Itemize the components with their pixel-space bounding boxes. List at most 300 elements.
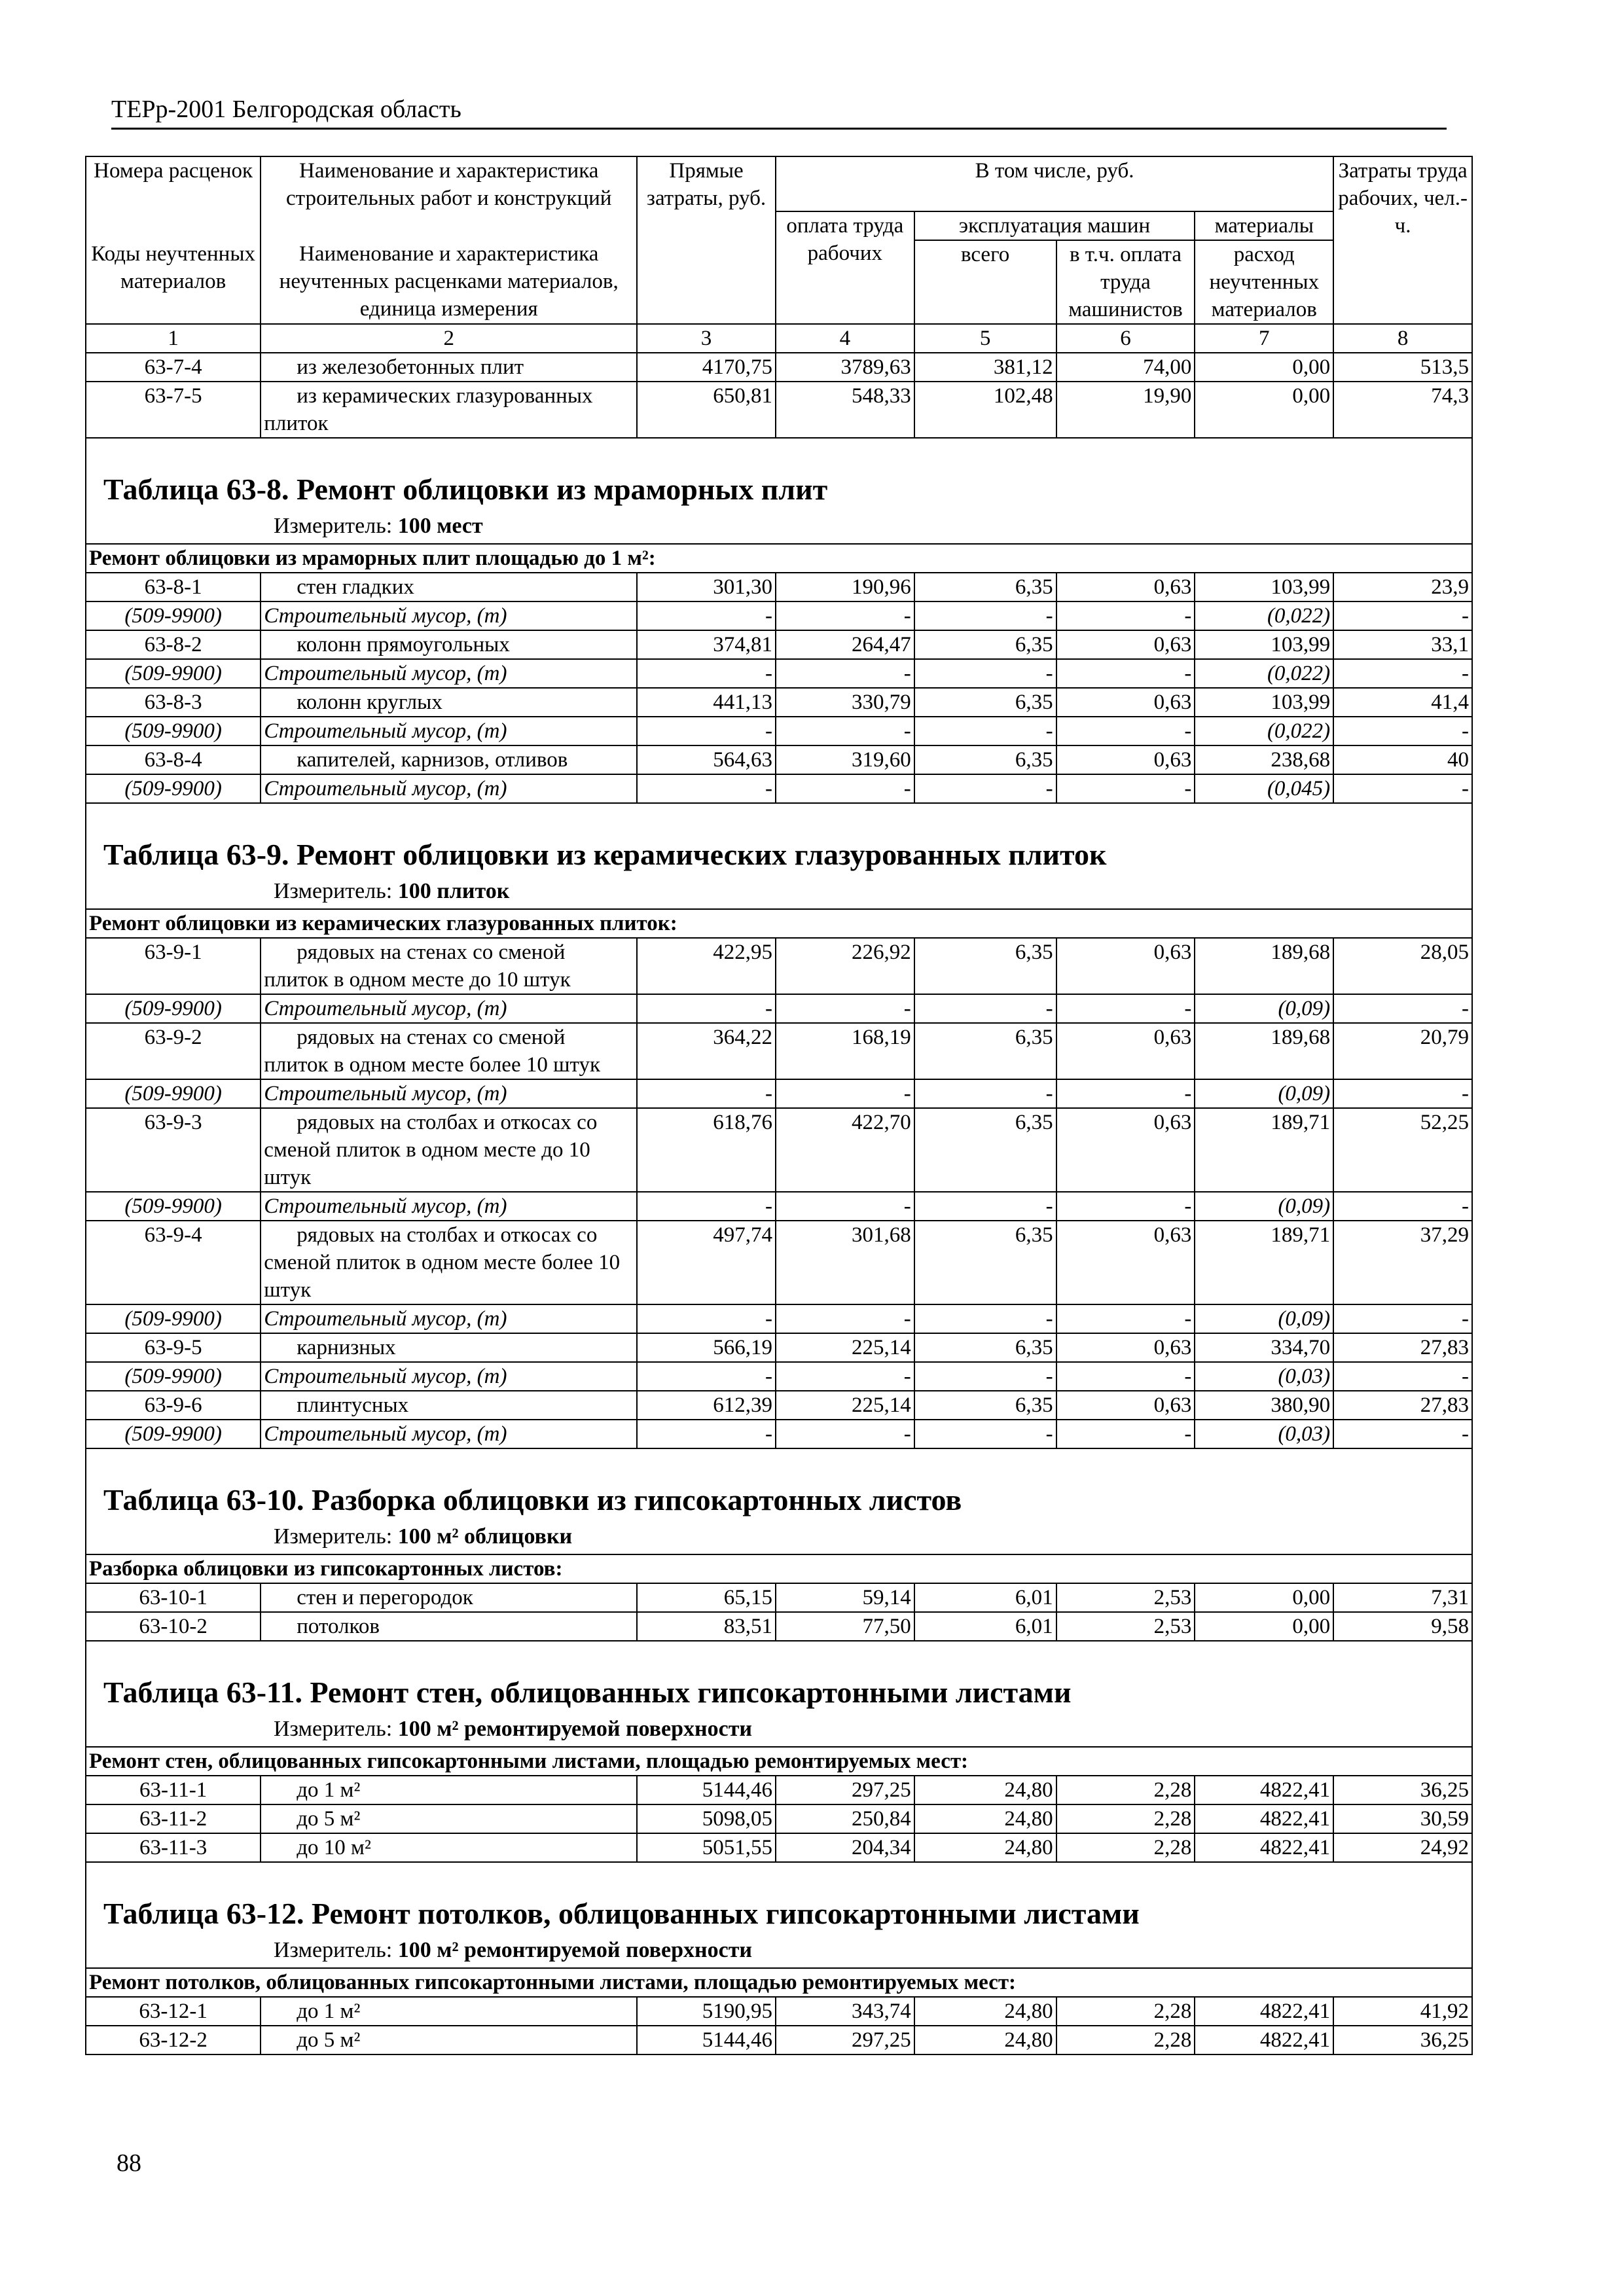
value-cell: 24,80 (914, 1997, 1056, 2026)
rate-code: 63-9-5 (86, 1333, 261, 1362)
value-cell: 74,00 (1056, 353, 1195, 382)
value-cell: 6,01 (914, 1583, 1056, 1612)
value-cell: 36,25 (1333, 1776, 1472, 1804)
value-cell: - (637, 994, 776, 1023)
value-cell: 4822,41 (1195, 2026, 1333, 2054)
value-cell: 33,1 (1333, 630, 1472, 659)
value-cell: - (1056, 1304, 1195, 1333)
value-cell: - (637, 1420, 776, 1448)
value-cell: - (1333, 994, 1472, 1023)
value-cell: 83,51 (637, 1612, 776, 1641)
material-code: (509-9900) (86, 774, 261, 803)
table-row (86, 1221, 1472, 1304)
work-name-text: до 5 м² (297, 1807, 361, 1831)
material-row (86, 1420, 1472, 1448)
value-cell: 103,99 (1195, 630, 1333, 659)
table-row (86, 1023, 1472, 1079)
value-cell: 41,92 (1333, 1997, 1472, 2026)
value-cell: - (637, 601, 776, 630)
value-cell: 301,30 (637, 573, 776, 601)
table-row (86, 630, 1472, 659)
material-code: (509-9900) (86, 994, 261, 1023)
work-name-text: колонн прямоугольных (297, 633, 510, 656)
work-name (261, 1612, 637, 1641)
material-name: Строительный мусор, (т) (261, 659, 637, 688)
value-cell: 612,39 (637, 1391, 776, 1420)
value-cell: - (914, 994, 1056, 1023)
table-row (86, 1612, 1472, 1641)
rate-code: 63-11-1 (86, 1776, 261, 1804)
work-name-text: рядовых на столбах и откосах со сменой плиток в одном месте до 10 штук (264, 1111, 598, 1189)
value-cell: - (1056, 659, 1195, 688)
work-name (261, 1391, 637, 1420)
material-name: Строительный мусор, (т) (261, 994, 637, 1023)
header-materials: материалы (1195, 211, 1333, 240)
table-row (86, 938, 1472, 994)
col-number: 7 (1195, 324, 1333, 353)
work-name-text: из керамических глазурованных плиток (264, 384, 593, 435)
value-cell: 0,63 (1056, 688, 1195, 717)
value-cell: - (637, 1362, 776, 1391)
material-name: Строительный мусор, (т) (261, 1079, 637, 1108)
value-cell: 3789,63 (776, 353, 914, 382)
value-cell: 168,19 (776, 1023, 914, 1079)
value-cell: 2,28 (1056, 1997, 1195, 2026)
section-header-cell (86, 1641, 1472, 1747)
value-cell: 374,81 (637, 630, 776, 659)
value-cell: (0,022) (1195, 717, 1333, 745)
rate-code: 63-10-1 (86, 1583, 261, 1612)
value-cell: 4822,41 (1195, 1833, 1333, 1862)
value-cell: - (637, 1192, 776, 1221)
running-header: ТЕРр-2001 Белгородская область (111, 95, 1447, 130)
value-cell: - (1056, 1420, 1195, 1448)
value-cell: 343,74 (776, 1997, 914, 2026)
measure-unit-value: 100 м² облицовки (397, 1524, 573, 1549)
value-cell: - (1333, 1079, 1472, 1108)
section-header (86, 1448, 1472, 1554)
work-name-text: до 5 м² (297, 2028, 361, 2052)
col-number: 2 (261, 324, 637, 353)
value-cell: 6,35 (914, 1333, 1056, 1362)
value-cell: 566,19 (637, 1333, 776, 1362)
value-cell: 5098,05 (637, 1804, 776, 1833)
rate-code: 63-12-2 (86, 2026, 261, 2054)
value-cell: 319,60 (776, 745, 914, 774)
rate-code: 63-8-1 (86, 573, 261, 601)
work-name-text: рядовых на столбах и откосах со сменой плиток в одном месте более 10 штук (264, 1223, 621, 1302)
value-cell: - (914, 1420, 1056, 1448)
work-name-text: из железобетонных плит (297, 355, 524, 379)
value-cell: - (1056, 601, 1195, 630)
table-title: Таблица 63-9. Ремонт облицовки из керамических глазурованных плиток (103, 838, 1107, 871)
rate-code: 63-11-2 (86, 1804, 261, 1833)
value-cell: - (1333, 774, 1472, 803)
measure-unit (89, 1522, 1469, 1554)
subheading-row (86, 909, 1472, 938)
work-name (261, 2026, 637, 2054)
table-title: Таблица 63-12. Ремонт потолков, облицованных гипсокартонными листами (103, 1897, 1140, 1930)
value-cell: 250,84 (776, 1804, 914, 1833)
rate-code: 63-11-3 (86, 1833, 261, 1862)
value-cell: - (637, 1304, 776, 1333)
table-row (86, 1108, 1472, 1192)
material-row (86, 717, 1472, 745)
material-code: (509-9900) (86, 1192, 261, 1221)
value-cell: 5144,46 (637, 2026, 776, 2054)
value-cell: 330,79 (776, 688, 914, 717)
work-name (261, 745, 637, 774)
value-cell: 0,00 (1195, 1583, 1333, 1612)
value-cell: (0,045) (1195, 774, 1333, 803)
value-cell: 422,95 (637, 938, 776, 994)
rate-code: 63-9-6 (86, 1391, 261, 1420)
table-title: Таблица 63-11. Ремонт стен, облицованных гипсокартонными листами (103, 1676, 1072, 1709)
work-name-text: до 1 м² (297, 2000, 361, 2023)
rate-code: 63-7-4 (86, 353, 261, 382)
value-cell: - (776, 994, 914, 1023)
value-cell: 2,28 (1056, 1833, 1195, 1862)
work-name-text: потолков (297, 1615, 380, 1638)
value-cell: 6,35 (914, 1023, 1056, 1079)
value-cell: 6,35 (914, 573, 1056, 601)
work-name (261, 1833, 637, 1862)
value-cell: - (1333, 1362, 1472, 1391)
subheading: Ремонт стен, облицованных гипсокартонными листами, площадью ремонтируемых мест: (86, 1747, 1472, 1776)
work-name (261, 353, 637, 382)
material-code: (509-9900) (86, 1079, 261, 1108)
value-cell: - (1056, 994, 1195, 1023)
material-code: (509-9900) (86, 717, 261, 745)
rate-code: 63-8-3 (86, 688, 261, 717)
value-cell: 189,71 (1195, 1108, 1333, 1192)
value-cell: - (914, 601, 1056, 630)
measure-unit (89, 877, 1469, 908)
value-cell: 6,35 (914, 688, 1056, 717)
measure-unit (89, 512, 1469, 543)
subheading-row (86, 1747, 1472, 1776)
value-cell: 0,63 (1056, 1221, 1195, 1304)
value-cell: - (776, 1420, 914, 1448)
rate-code: 63-9-4 (86, 1221, 261, 1304)
table-row (86, 1833, 1472, 1862)
value-cell: 189,71 (1195, 1221, 1333, 1304)
col-number: 8 (1333, 324, 1472, 353)
work-name (261, 573, 637, 601)
rate-code: 63-12-1 (86, 1997, 261, 2026)
work-name (261, 688, 637, 717)
value-cell: 650,81 (637, 382, 776, 438)
value-cell: 9,58 (1333, 1612, 1472, 1641)
col-number: 5 (914, 324, 1056, 353)
value-cell: 0,63 (1056, 1023, 1195, 1079)
header-labor-hours: Затраты труда рабочих, чел.-ч. (1333, 156, 1472, 324)
value-cell: - (776, 1079, 914, 1108)
value-cell: - (914, 1362, 1056, 1391)
work-name-text: колонн круглых (297, 691, 442, 714)
work-name-text: рядовых на стенах со сменой плиток в одном месте до 10 штук (264, 941, 571, 992)
value-cell: - (776, 1192, 914, 1221)
material-row (86, 1304, 1472, 1333)
work-name-text: стен гладких (297, 575, 414, 599)
work-name (261, 1023, 637, 1079)
material-name: Строительный мусор, (т) (261, 1420, 637, 1448)
work-name-text: рядовых на стенах со сменой плиток в одном месте более 10 штук (264, 1026, 601, 1077)
work-name (261, 1804, 637, 1833)
value-cell: 2,28 (1056, 1776, 1195, 1804)
value-cell: 441,13 (637, 688, 776, 717)
col-number: 1 (86, 324, 261, 353)
value-cell: (0,03) (1195, 1362, 1333, 1391)
value-cell: (0,09) (1195, 1079, 1333, 1108)
material-row (86, 1079, 1472, 1108)
table-row (86, 688, 1472, 717)
page-number: 88 (117, 2149, 141, 2177)
rate-code: 63-9-1 (86, 938, 261, 994)
value-cell: 2,53 (1056, 1612, 1195, 1641)
value-cell: 24,92 (1333, 1833, 1472, 1862)
measure-unit-label: Измеритель: (274, 514, 393, 538)
value-cell: (0,09) (1195, 1304, 1333, 1333)
measure-unit-value: 100 плиток (397, 879, 510, 903)
value-cell: - (1056, 774, 1195, 803)
value-cell: - (1333, 1420, 1472, 1448)
value-cell: 0,63 (1056, 1391, 1195, 1420)
value-cell: 4822,41 (1195, 1997, 1333, 2026)
material-name: Строительный мусор, (т) (261, 717, 637, 745)
table-row (86, 1391, 1472, 1420)
header-work-name: Наименование и характеристика строительных работ и конструкций (261, 156, 637, 240)
work-name (261, 1108, 637, 1192)
material-code: (509-9900) (86, 601, 261, 630)
subheading-row (86, 1554, 1472, 1583)
value-cell: 20,79 (1333, 1023, 1472, 1079)
rate-code: 63-9-2 (86, 1023, 261, 1079)
value-cell: - (1333, 1304, 1472, 1333)
rate-code: 63-8-2 (86, 630, 261, 659)
value-cell: 24,80 (914, 2026, 1056, 2054)
material-name: Строительный мусор, (т) (261, 1192, 637, 1221)
value-cell: 301,68 (776, 1221, 914, 1304)
header-material-code: Коды неучтенных материалов (86, 240, 261, 324)
rate-code: 63-10-2 (86, 1612, 261, 1641)
value-cell: 19,90 (1056, 382, 1195, 438)
subheading: Ремонт потолков, облицованных гипсокартонными листами, площадью ремонтируемых мест: (86, 1968, 1472, 1997)
material-code: (509-9900) (86, 1362, 261, 1391)
value-cell: (0,022) (1195, 601, 1333, 630)
value-cell: 77,50 (776, 1612, 914, 1641)
header-unaccounted-materials: расход неучтенных материалов (1195, 240, 1333, 324)
work-name (261, 630, 637, 659)
value-cell: 7,31 (1333, 1583, 1472, 1612)
work-name (261, 1333, 637, 1362)
value-cell: 40 (1333, 745, 1472, 774)
table-row (86, 1583, 1472, 1612)
value-cell: 2,28 (1056, 1804, 1195, 1833)
value-cell: 6,35 (914, 630, 1056, 659)
section-header (86, 1862, 1472, 1968)
value-cell: 6,35 (914, 1221, 1056, 1304)
rate-code: 63-9-3 (86, 1108, 261, 1192)
table-row (86, 1997, 1472, 2026)
work-name (261, 382, 637, 438)
measure-unit-value: 100 мест (397, 514, 483, 538)
header-machinist-pay: в т.ч. оплата труда машинистов (1056, 240, 1195, 324)
work-name-text: карнизных (297, 1336, 396, 1359)
value-cell: - (1056, 1192, 1195, 1221)
value-cell: (0,09) (1195, 1192, 1333, 1221)
subheading-row (86, 544, 1472, 573)
value-cell: 0,63 (1056, 1108, 1195, 1192)
col-number: 4 (776, 324, 914, 353)
value-cell: 102,48 (914, 382, 1056, 438)
table-title: Таблица 63-8. Ремонт облицовки из мраморных плит (103, 473, 828, 506)
value-cell: 23,9 (1333, 573, 1472, 601)
header-machine-operation: эксплуатация машин (914, 211, 1195, 240)
measure-unit (89, 1715, 1469, 1746)
measure-unit (89, 1936, 1469, 1967)
value-cell: 6,01 (914, 1612, 1056, 1641)
value-cell: 190,96 (776, 573, 914, 601)
value-cell: 513,5 (1333, 353, 1472, 382)
value-cell: - (1333, 1192, 1472, 1221)
value-cell: - (1056, 1362, 1195, 1391)
value-cell: - (914, 1192, 1056, 1221)
table-row (86, 2026, 1472, 2054)
material-row (86, 601, 1472, 630)
value-cell: 189,68 (1195, 1023, 1333, 1079)
work-name (261, 1583, 637, 1612)
value-cell: 0,00 (1195, 382, 1333, 438)
value-cell: 36,25 (1333, 2026, 1472, 2054)
value-cell: - (776, 774, 914, 803)
value-cell: 37,29 (1333, 1221, 1472, 1304)
work-name-text: плинтусных (297, 1393, 409, 1417)
subheading: Ремонт облицовки из мраморных плит площадью до 1 м²: (86, 544, 1472, 573)
value-cell: 548,33 (776, 382, 914, 438)
value-cell: - (1333, 659, 1472, 688)
section-header-cell (86, 1448, 1472, 1554)
measure-unit-value: 100 м² ремонтируемой поверхности (397, 1938, 753, 1962)
value-cell: - (776, 717, 914, 745)
value-cell: 297,25 (776, 1776, 914, 1804)
value-cell: 74,3 (1333, 382, 1472, 438)
value-cell: 189,68 (1195, 938, 1333, 994)
value-cell: 6,35 (914, 1108, 1056, 1192)
value-cell: 204,34 (776, 1833, 914, 1862)
material-name: Строительный мусор, (т) (261, 1362, 637, 1391)
col-number: 6 (1056, 324, 1195, 353)
material-row (86, 659, 1472, 688)
table-row (86, 1333, 1472, 1362)
section-header-cell (86, 438, 1472, 544)
value-cell: 65,15 (637, 1583, 776, 1612)
value-cell: 6,35 (914, 938, 1056, 994)
value-cell: 225,14 (776, 1391, 914, 1420)
rate-code: 63-8-4 (86, 745, 261, 774)
value-cell: - (637, 1079, 776, 1108)
value-cell: 226,92 (776, 938, 914, 994)
value-cell: 4822,41 (1195, 1776, 1333, 1804)
material-name: Строительный мусор, (т) (261, 1304, 637, 1333)
value-cell: - (637, 717, 776, 745)
header-rate-number: Номера расценок (86, 156, 261, 240)
value-cell: 380,90 (1195, 1391, 1333, 1420)
value-cell: 6,35 (914, 1391, 1056, 1420)
subheading: Разборка облицовки из гипсокартонных листов: (86, 1554, 1472, 1583)
table-row (86, 573, 1472, 601)
value-cell: 52,25 (1333, 1108, 1472, 1192)
table-title: Таблица 63-10. Разборка облицовки из гипсокартонных листов (103, 1483, 962, 1516)
material-code: (509-9900) (86, 1304, 261, 1333)
value-cell: (0,03) (1195, 1420, 1333, 1448)
value-cell: (0,09) (1195, 994, 1333, 1023)
value-cell: 5051,55 (637, 1833, 776, 1862)
value-cell: 618,76 (637, 1108, 776, 1192)
header-direct-costs: Прямые затраты, руб. (637, 156, 776, 324)
value-cell: 59,14 (776, 1583, 914, 1612)
material-row (86, 1192, 1472, 1221)
value-cell: 381,12 (914, 353, 1056, 382)
value-cell: 41,4 (1333, 688, 1472, 717)
value-cell: 422,70 (776, 1108, 914, 1192)
work-name-text: до 1 м² (297, 1778, 361, 1802)
value-cell: 6,35 (914, 745, 1056, 774)
value-cell: - (1056, 717, 1195, 745)
value-cell: 28,05 (1333, 938, 1472, 994)
value-cell: 4170,75 (637, 353, 776, 382)
rate-code: 63-7-5 (86, 382, 261, 438)
work-name (261, 1221, 637, 1304)
value-cell: - (776, 1304, 914, 1333)
value-cell: 27,83 (1333, 1333, 1472, 1362)
measure-unit-label: Измеритель: (274, 879, 393, 903)
value-cell: 0,00 (1195, 1612, 1333, 1641)
section-header (86, 438, 1472, 544)
value-cell: 103,99 (1195, 688, 1333, 717)
value-cell: - (914, 659, 1056, 688)
value-cell: 238,68 (1195, 745, 1333, 774)
work-name (261, 1776, 637, 1804)
value-cell: 24,80 (914, 1776, 1056, 1804)
material-row (86, 774, 1472, 803)
subheading-row (86, 1968, 1472, 1997)
value-cell: 0,63 (1056, 573, 1195, 601)
header-worker-pay: оплата труда рабочих (776, 211, 914, 324)
work-name-text: до 10 м² (297, 1836, 371, 1859)
value-cell: - (637, 659, 776, 688)
value-cell: - (1333, 717, 1472, 745)
col-number: 3 (637, 324, 776, 353)
material-row (86, 1362, 1472, 1391)
value-cell: 27,83 (1333, 1391, 1472, 1420)
measure-unit-label: Измеритель: (274, 1938, 393, 1962)
value-cell: 497,74 (637, 1221, 776, 1304)
value-cell: 0,63 (1056, 1333, 1195, 1362)
material-row (86, 994, 1472, 1023)
value-cell: 334,70 (1195, 1333, 1333, 1362)
value-cell: 297,25 (776, 2026, 914, 2054)
material-code: (509-9900) (86, 1420, 261, 1448)
value-cell: - (1333, 601, 1472, 630)
value-cell: - (776, 659, 914, 688)
value-cell: 0,63 (1056, 938, 1195, 994)
value-cell: (0,022) (1195, 659, 1333, 688)
value-cell: - (776, 601, 914, 630)
value-cell: 4822,41 (1195, 1804, 1333, 1833)
material-name: Строительный мусор, (т) (261, 774, 637, 803)
value-cell: - (914, 774, 1056, 803)
